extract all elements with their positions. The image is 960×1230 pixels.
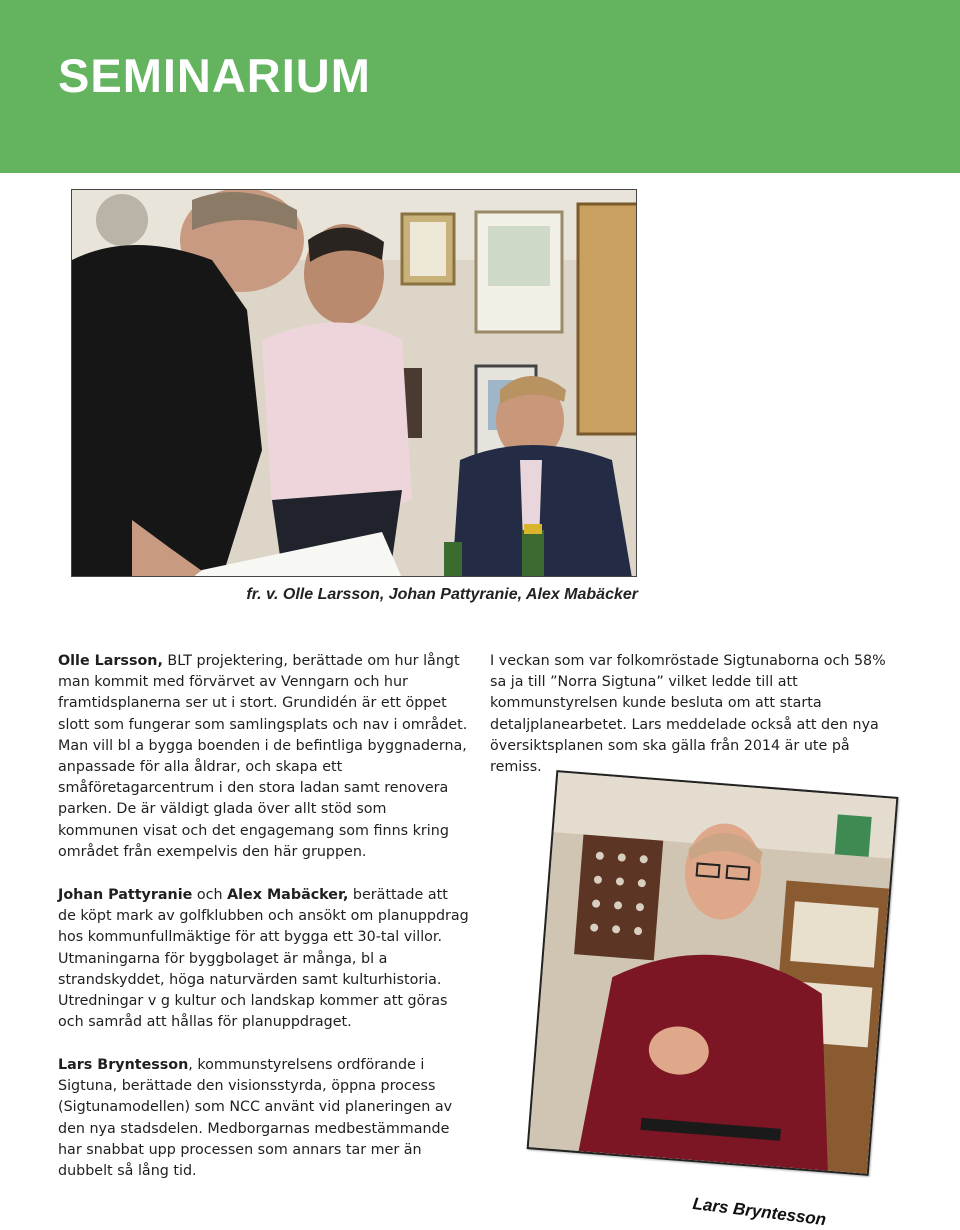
group-photo [71, 189, 637, 577]
speaker-name: Alex Mabäcker, [227, 887, 349, 903]
paragraph-text: I veckan som var folkomröstade Sigtunaborna och 58% sa ja till ”Norra Sigtuna” vilket ledde till att kommunstyrelsen kunde besluta om att starta detaljplanearbetet. Lars meddelade också att den nya översiktsplanen som ska gälla från 2014 är ute på remiss. [490, 653, 886, 776]
speaker-name: Johan Pattyranie [58, 887, 193, 903]
speaker-name: Lars Bryntesson [58, 1057, 189, 1073]
paragraph-johan-alex [58, 885, 470, 1033]
photo-caption: fr. v. Olle Larsson, Johan Pattyranie, Alex Mabäcker [246, 586, 638, 603]
speaker-name: Olle Larsson, [58, 653, 163, 669]
portrait-caption: Lars Bryntesson [691, 1194, 828, 1230]
conjunction: och [192, 887, 228, 903]
portrait-photo [527, 770, 899, 1176]
paragraph-referendum [490, 651, 900, 778]
paragraph-text: BLT projektering, berättade om hur långt man kommit med förvärvet av Venngarn och hur framtidsplanerna ser ut i stort. Grundidén är ett öppet slott som fungerar som samlingsplats och nav i området. Man vill bl a bygga boenden i de befintliga byggnaderna, anpassade för alla åldrar, och skapa ett småföretagarcentrum i den stora ladan samt renovera parken. De är väldigt glada över allt stöd som kommunen visat och det engagemang som finns kring området från exempelvis den här gruppen. [58, 653, 468, 860]
header-banner [0, 0, 960, 173]
page-title: SEMINARIUM [58, 49, 371, 102]
paragraph-lars-bryntesson [58, 1055, 470, 1182]
paragraph-olle-larsson [58, 651, 470, 863]
paragraph-text: berättade att de köpt mark av golfklubben och ansökt om planuppdrag hos kommunfullmäktige för att bygga ett 30-tal villor. Utmaningarna för byggbolaget är många, bl a strandskyddet, höga naturvärden samt kulturhistoria. Utredningar v g kultur och landskap kommer att göras och samråd att hållas för planuppdraget. [58, 887, 469, 1031]
paragraph-text: , kommunstyrelsens ordförande i Sigtuna, berättade den visionsstyrda, öppna process (Sigtunamodellen) som NCC använt vid planeringen av den nya stadsdelen. Medborgarnas medbestämmande har snabbat upp processen som annars tar mer än dubbelt så lång tid. [58, 1057, 453, 1180]
